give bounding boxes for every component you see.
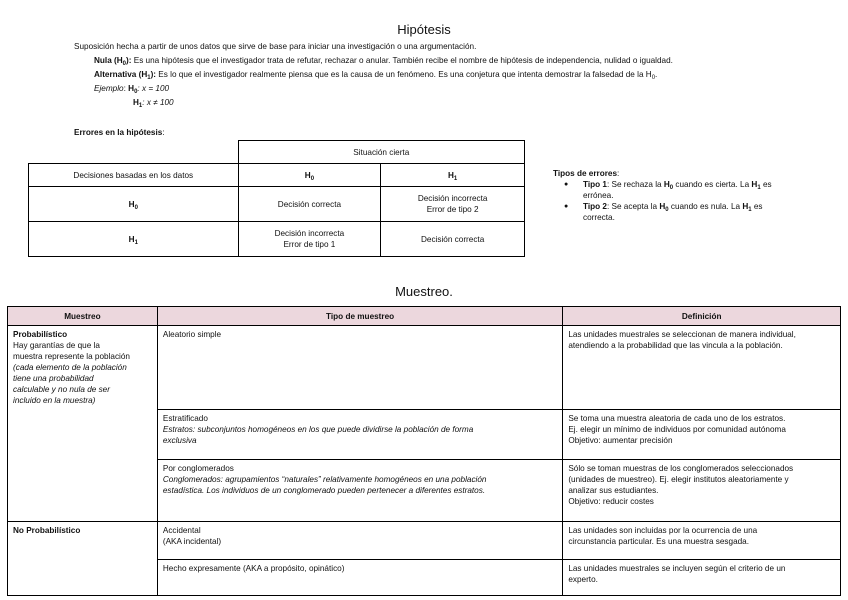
ejemplo-h1: $H_1$: x ≠ 100 [133,98,174,109]
errores-heading: Errores en la hipótesis: [74,128,165,137]
def-aleatorio-simple: Las unidades muestrales se seleccionan de manera individual, atendiendo a la probabilidad que las vincula a la población. [563,326,841,410]
muestreo-title: Muestreo. [395,284,453,299]
page-title: Hipótesis [397,22,451,37]
hipotesis-intro: Suposición hecha a partir de unos datos que sirve de base para iniciar una investigación o una argumentación. [74,42,477,51]
col-h1-header: $H_1$ [381,164,525,187]
tipo-aleatorio-simple: Aleatorio simple [157,326,562,410]
col-h0-header: $H_0$ [238,164,381,187]
cell-h1-h0: Decisión incorrecta Error de tipo 1 [238,222,381,257]
cell-h0-h1: Decisión incorrecta Error de tipo 2 [381,187,525,222]
tipo-accidental: Accidental (AKA incidental) [157,521,562,559]
header-tipo: Tipo de muestreo [157,307,562,326]
cell-h1-h1: Decisión correcta [381,222,525,257]
tipo-hecho-expresamente: Hecho expresamente (AKA a propósito, opinático) [157,559,562,595]
tipos-errores-block [553,168,772,223]
header-muestreo: Muestreo [8,307,158,326]
def-conglomerados: Sólo se toman muestras de los conglomerados seleccionados (unidades de muestreo). Ej. elegir institutos aleatoriamente y analizar sus estudiantes. Objetivo: reducir costes [563,459,841,521]
def-hecho-expresamente: Las unidades muestrales se incluyen según el criterio de un experto. [563,559,841,595]
alternativa-label: Alternativa $(H_1)$: [94,70,157,81]
row-h0-header: $H_0$ [29,187,239,222]
header-definicion: Definición [563,307,841,326]
def-estratificado: Se toma una muestra aleatoria de cada uno de los estratos. Ej. elegir un mínimo de individuos por comunidad autónoma Objetivo: aumentar precisión [563,409,841,459]
tipo-estratificado: Estratificado Estratos: subconjuntos homogéneos en los que puede dividirse la población de forma exclusiva [157,409,562,459]
situacion-header: Situación cierta [238,141,524,164]
error-table [28,140,525,257]
tipo1-item: ● Tipo 1: Se rechaza la $H_0$ cuando es cierta. La $H_1$ es errónea. [553,179,772,201]
no-probabilistico-cell: No Probabilístico [8,521,158,559]
decisiones-header: Decisiones basadas en los datos [29,164,239,187]
alternativa-definition: Alternativa $(H_1)$: Es lo que el investigador realmente piensa que es la causa de un fenómeno. Es una conjetura que intenta demostrar la falsedad de la $H_0$. [94,70,658,81]
muestreo-table [7,306,841,596]
probabilistico-cell: Probabilístico Hay garantías de que la muestra represente la población (cada elemento de la población tiene una probabilidad calculable y no nula de ser incluido en la muestra) [8,326,158,410]
tipos-errores-title: Tipos de errores: [553,169,620,178]
tipo2-item: ● Tipo 2: Se acepta la $H_0$ cuando es nula. La $H_1$ es correcta. [553,201,772,223]
tipo-conglomerados: Por conglomerados Conglomerados: agrupamientos “naturales” relativamente homogéneos en una población estadística. Los individuos de un conglomerado pueden pertenecer a diferentes estratos. [157,459,562,521]
def-accidental: Las unidades son incluidas por la ocurrencia de una circunstancia particular. Es una muestra sesgada. [563,521,841,559]
row-h1-header: $H_1$ [29,222,239,257]
cell-h0-h0: Decisión correcta [238,187,381,222]
nula-definition: Nula $(H_0)$: Es una hipótesis que el investigador trata de refutar, rechazar o anular. También recibe el nombre de hipótesis de independencia, nulidad o igualdad. [94,56,673,67]
nula-label: Nula $(H_0)$: [94,56,132,67]
ejemplo-h0: Ejemplo: $H_0$: x = 100 [94,84,170,95]
